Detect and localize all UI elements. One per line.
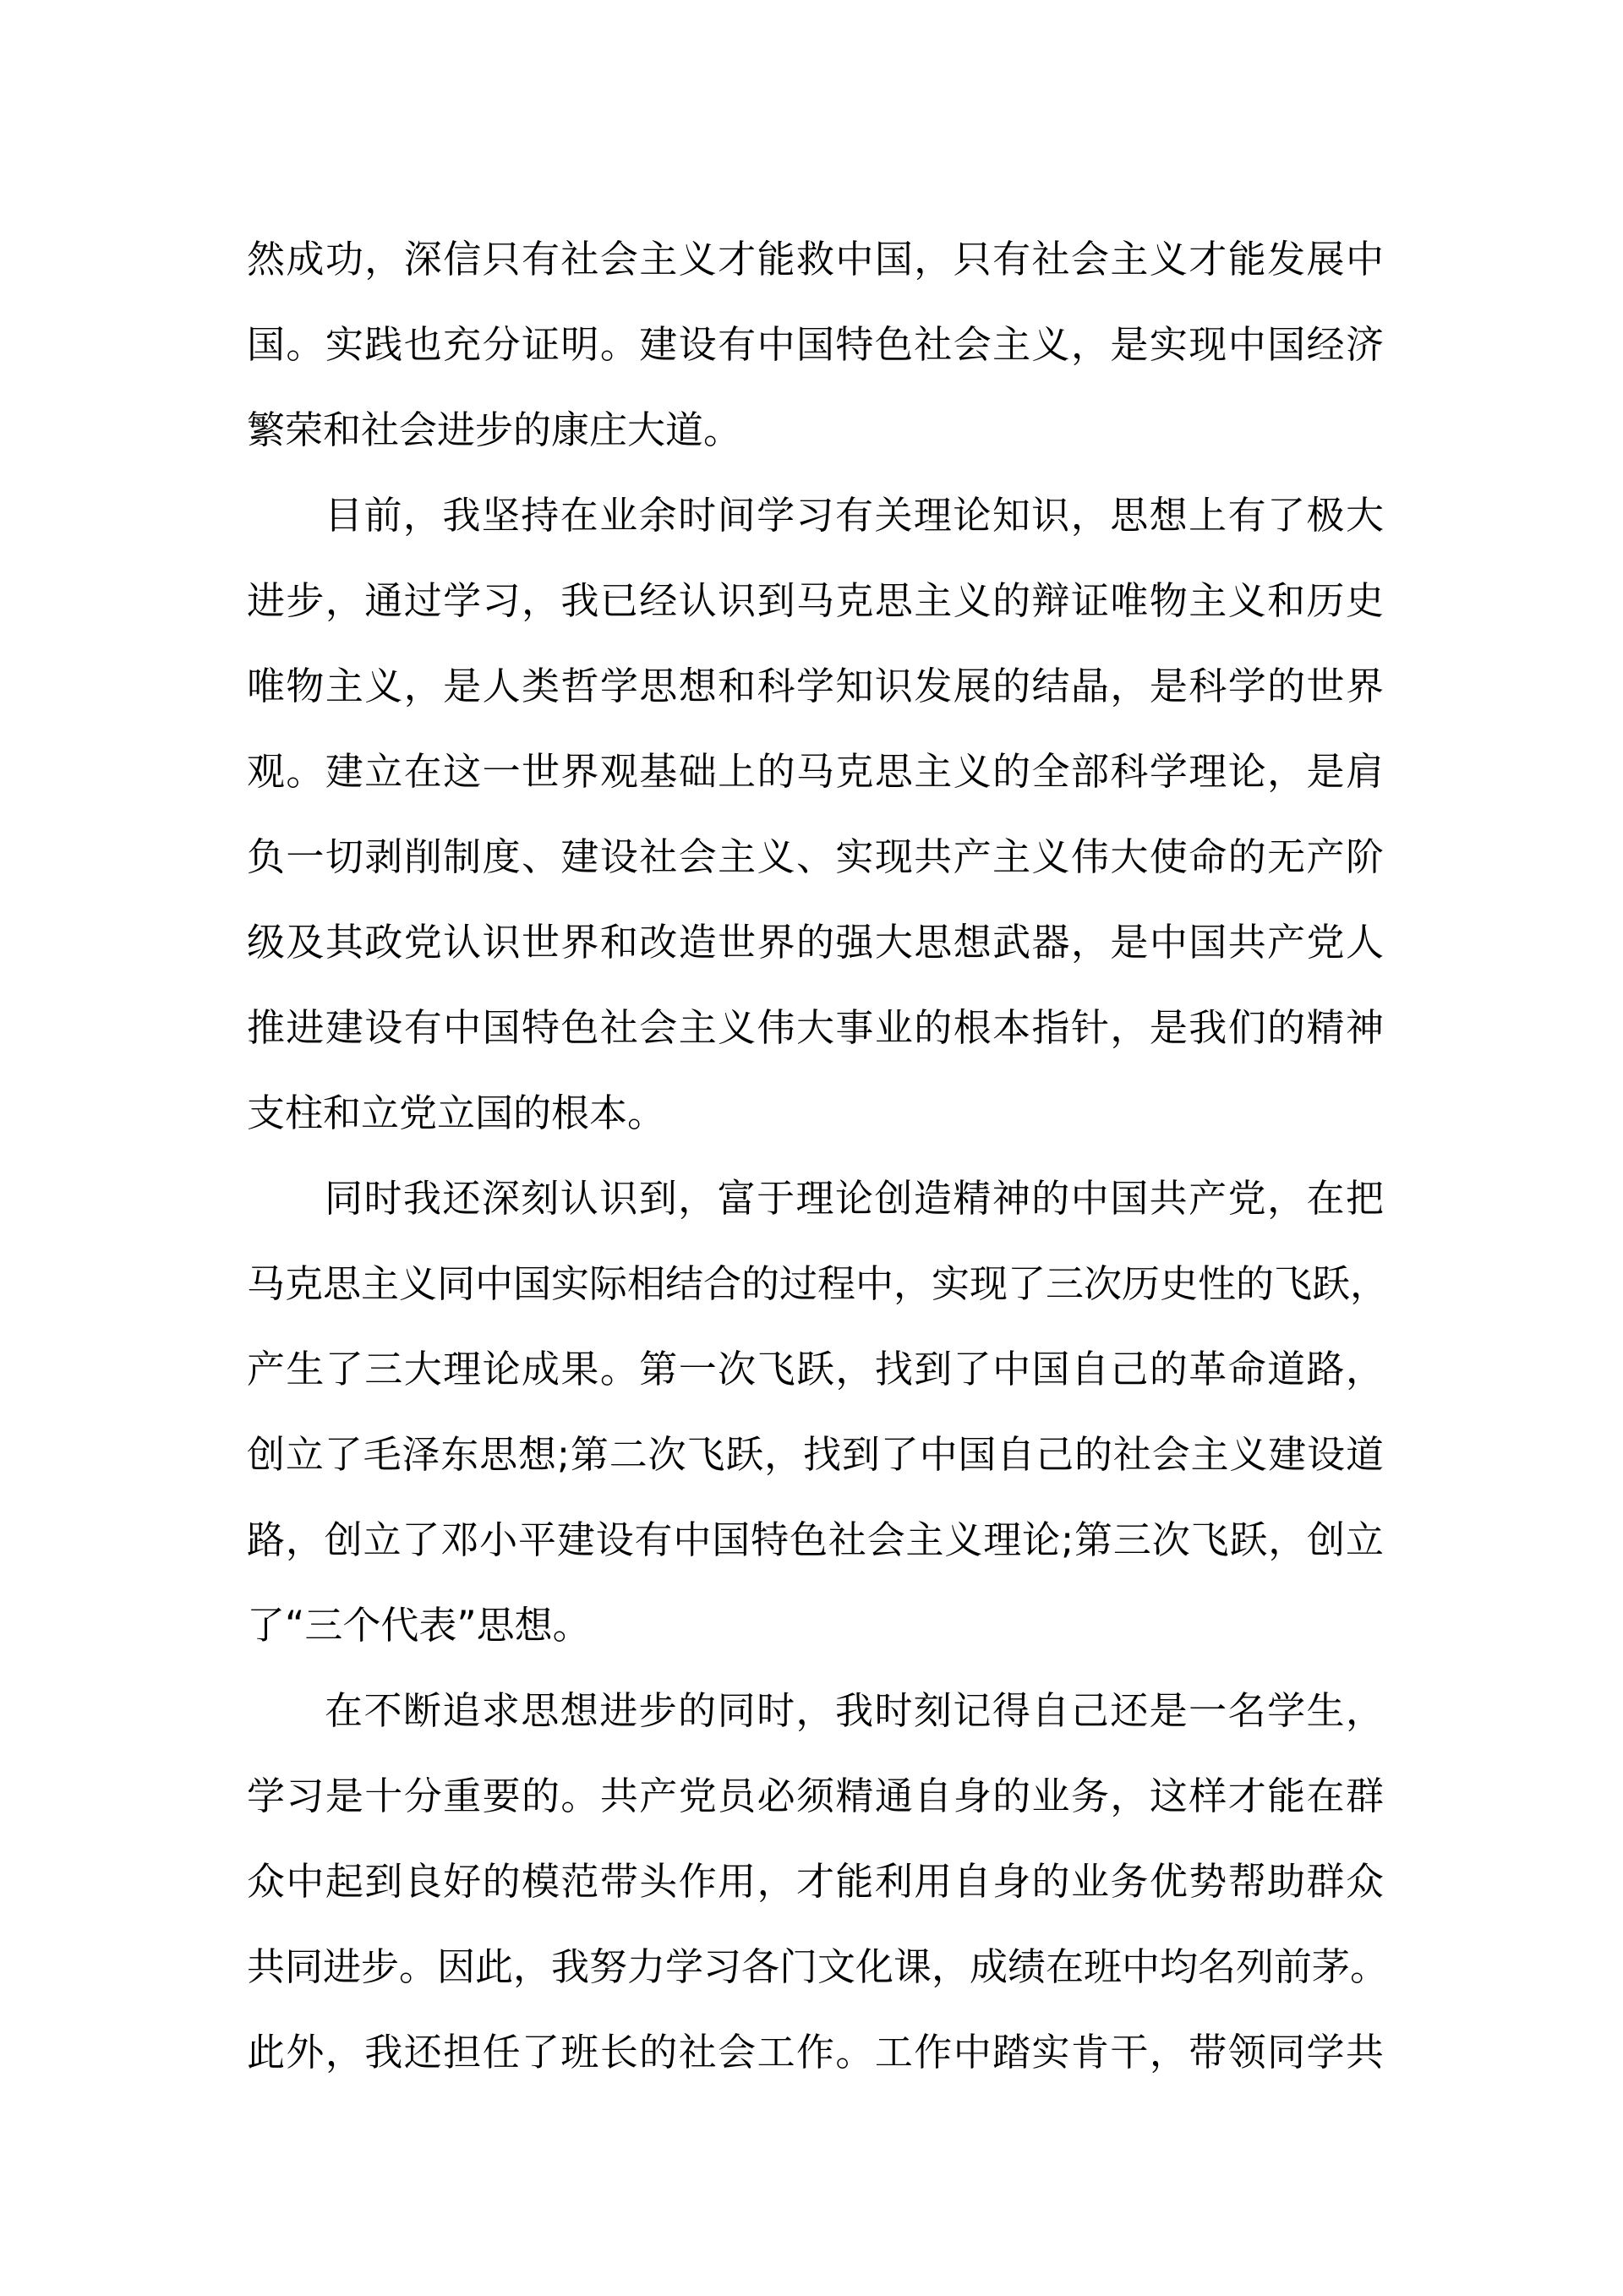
text-line: 推进建设有中国特色社会主义伟大事业的根本指针，是我们的精神 [247, 1005, 1384, 1050]
text-line: 众中起到良好的模范带头作用，才能利用自身的业务优势帮助群众 [247, 1859, 1384, 1904]
text-line: 国。实践也充分证明。建设有中国特色社会主义，是实现中国经济 [247, 322, 1384, 367]
text-line: 级及其政党认识世界和改造世界的强大思想武器，是中国共产党人 [247, 920, 1384, 965]
text-line: 共同进步。因此，我努力学习各门文化课，成绩在班中均名列前茅。 [247, 1944, 1389, 1989]
text-line: 学习是十分重要的。共产党员必须精通自身的业务，这样才能在群 [247, 1774, 1384, 1818]
paragraph-1 [247, 216, 1384, 473]
text-line: 创立了毛泽东思想;第二次飞跃，找到了中国自己的社会主义建设道 [247, 1432, 1384, 1477]
text-line: 同时我还深刻认识到，富于理论创造精神的中国共产党，在把 [325, 1176, 1384, 1221]
text-line: 负一切剥削制度、建设社会主义、实现共产主义伟大使命的无产阶 [247, 834, 1384, 879]
text-line: 在不断追求思想进步的同时，我时刻记得自己还是一名学生， [325, 1688, 1384, 1733]
text-line: 支柱和立党立国的根本。 [247, 1091, 666, 1135]
text-line: 路，创立了邓小平建设有中国特色社会主义理论;第三次飞跃，创立 [247, 1517, 1384, 1562]
text-line: 此外，我还担任了班长的社会工作。工作中踏实肯干，带领同学共 [247, 2030, 1384, 2075]
text-line: 观。建立在这一世界观基础上的马克思主义的全部科学理论，是肩 [247, 749, 1384, 794]
text-line: 然成功，深信只有社会主义才能救中国，只有社会主义才能发展中 [247, 237, 1384, 282]
text-line: 进步，通过学习，我已经认识到马克思主义的辩证唯物主义和历史 [247, 578, 1384, 623]
text-line: 繁荣和社会进步的康庄大道。 [247, 407, 742, 452]
text-line: 了“三个代表”思想。 [247, 1603, 591, 1648]
text-line: 产生了三大理论成果。第一次飞跃，找到了中国自己的革命道路， [247, 1347, 1384, 1391]
text-line: 唯物主义，是人类哲学思想和科学知识发展的结晶，是科学的世界 [247, 664, 1384, 708]
text-line: 目前，我坚持在业余时间学习有关理论知识，思想上有了极大 [325, 493, 1384, 538]
paragraph-3 [247, 1156, 1389, 1668]
text-line: 马克思主义同中国实际相结合的过程中，实现了三次历史性的飞跃， [247, 1261, 1389, 1306]
paragraph-2 [247, 473, 1384, 1156]
paragraph-4 [247, 1668, 1389, 2095]
document-body [247, 216, 1389, 2095]
